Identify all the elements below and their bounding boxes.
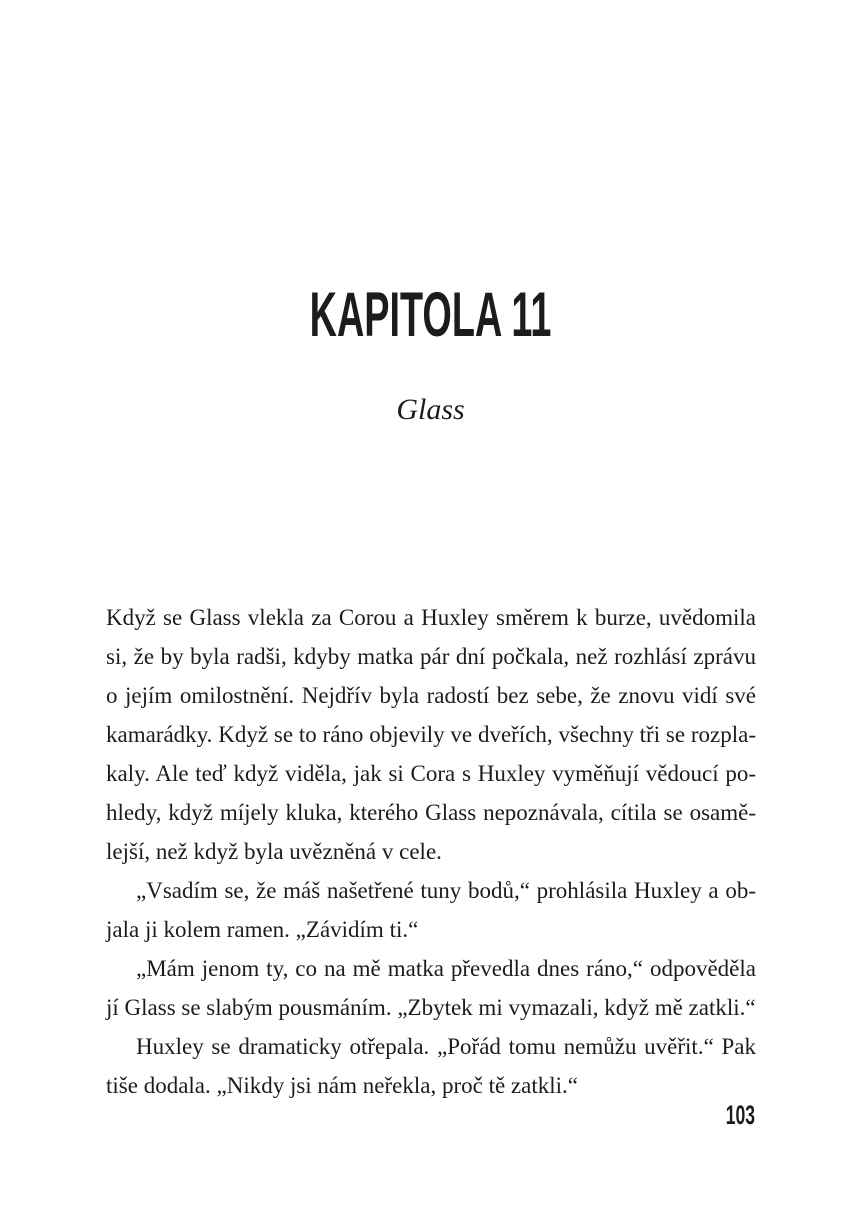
page-number: 103 bbox=[725, 1100, 755, 1130]
body-line: si, že by byla radši, kdyby matka pár dní počkala, než rozhlásí zprávu bbox=[106, 644, 756, 669]
body-line: Huxley se dramaticky otřepala. „Pořád tomu nemůžu uvěřit.“ Pak bbox=[136, 1034, 756, 1059]
body-line: jala ji kolem ramen. „Závidím ti.“ bbox=[106, 917, 419, 942]
body-text bbox=[106, 598, 756, 1105]
body-line: o jejím omilostnění. Nejdřív byla radostí bez sebe, že znovu vidí své bbox=[106, 683, 756, 708]
body-line: kamarádky. Když se to ráno objevily ve dveřích, všechny tři se rozpla- bbox=[106, 722, 756, 747]
chapter-subtitle: Glass bbox=[396, 393, 465, 426]
body-line: tiše dodala. „Nikdy jsi nám neřekla, proč tě zatkli.“ bbox=[106, 1073, 578, 1098]
body-line: jí Glass se slabým pousmáním. „Zbytek mi vymazali, když mě zatkli.“ bbox=[106, 995, 756, 1020]
body-line: lejší, než když byla uvězněná v cele. bbox=[106, 839, 442, 864]
body-line: „Vsadím se, že máš našetřené tuny bodů,“ prohlásila Huxley a ob- bbox=[136, 878, 756, 903]
body-line: hledy, když míjely kluka, kterého Glass nepoznávala, cítila se osamě- bbox=[106, 800, 756, 825]
body-line: „Mám jenom ty, co na mě matka převedla dnes ráno,“ odpověděla bbox=[136, 956, 756, 981]
body-line: Když se Glass vlekla za Corou a Huxley směrem k burze, uvědomila bbox=[106, 605, 756, 630]
chapter-heading: KAPITOLA 11 bbox=[309, 279, 552, 351]
body-line: kaly. Ale teď když viděla, jak si Cora s Huxley vyměňují vědoucí po- bbox=[106, 761, 756, 786]
